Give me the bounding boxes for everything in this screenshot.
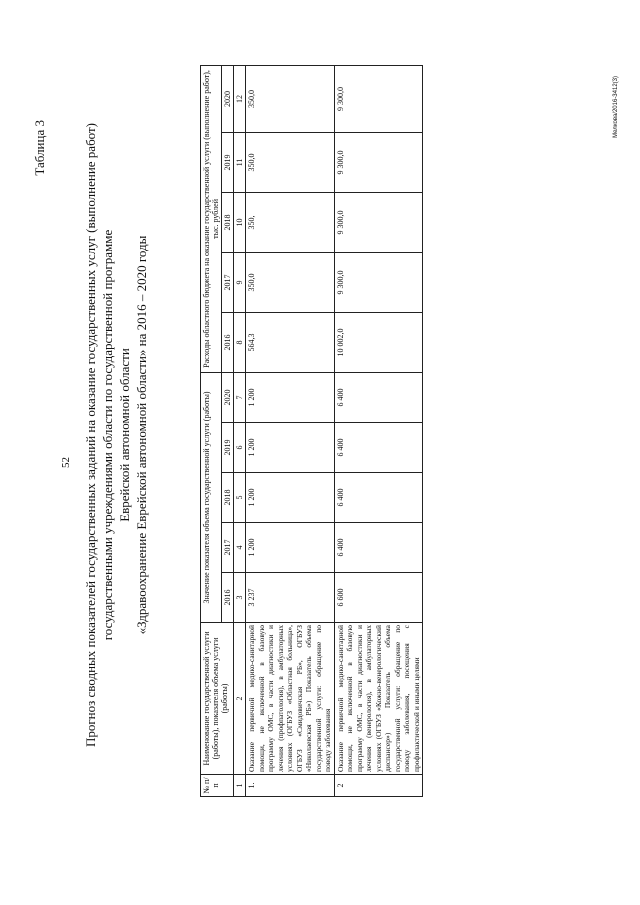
index-cell: 6 xyxy=(234,423,246,473)
year-cell: 2018 xyxy=(222,192,234,252)
year-cell: 2018 xyxy=(222,473,234,523)
page-number: 52 xyxy=(60,457,72,468)
document-title xyxy=(82,95,150,775)
table-label: Таблица 3 xyxy=(32,120,47,176)
index-cell: 11 xyxy=(234,132,246,192)
budget-value: 9 300,0 xyxy=(334,252,423,312)
index-cell: 7 xyxy=(234,372,246,422)
footer-code: Мелкова/2016-3412(3) xyxy=(613,76,619,138)
year-cell: 2017 xyxy=(222,252,234,312)
header-budget-group: Расходы областного бюджета на оказание государственной услуги (выполнение работ), тыс. рублей xyxy=(201,65,222,372)
index-row xyxy=(234,65,246,796)
forecast-table xyxy=(200,65,423,797)
index-cell: 1 xyxy=(234,775,246,797)
year-cell: 2016 xyxy=(222,573,234,623)
volume-value: 3 237 xyxy=(246,573,335,623)
table-row xyxy=(246,65,335,796)
volume-value: 1 200 xyxy=(246,423,335,473)
volume-value: 6 400 xyxy=(334,423,423,473)
budget-value: 9 300,0 xyxy=(334,65,423,132)
table-row xyxy=(334,65,423,796)
budget-value: 350, xyxy=(246,192,335,252)
year-cell: 2019 xyxy=(222,423,234,473)
year-cell: 2020 xyxy=(222,372,234,422)
index-cell: 8 xyxy=(234,312,246,372)
year-cell: 2017 xyxy=(222,523,234,573)
volume-value: 1 200 xyxy=(246,372,335,422)
budget-value: 9 300,0 xyxy=(334,132,423,192)
volume-value: 1 200 xyxy=(246,473,335,523)
index-cell: 4 xyxy=(234,523,246,573)
index-cell: 9 xyxy=(234,252,246,312)
index-cell: 2 xyxy=(234,623,246,775)
row-num: 1. xyxy=(246,775,335,797)
title-line: государственными учреждениями области по государственной программе xyxy=(100,229,115,641)
service-description: Оказание первичной медико-санитарной помощи, не включенной в базовую программу ОМС, в части диагностики и лечения (профпатология), в амбулаторных условиях (ОГБУЗ «Областная больница», ОГБУЗ «Смидовичская РБ», ОГБУЗ «Николаевская РБ») Показатель объема государственной услуги: обращение по поводу заболевания xyxy=(246,623,335,775)
index-cell: 5 xyxy=(234,473,246,523)
volume-value: 1 200 xyxy=(246,523,335,573)
budget-value: 10 002,0 xyxy=(334,312,423,372)
budget-value: 9 300,0 xyxy=(334,192,423,252)
budget-value: 350,0 xyxy=(246,132,335,192)
row-num: 2 xyxy=(334,775,423,797)
index-cell: 10 xyxy=(234,192,246,252)
title-line: «Здравоохранение Еврейской автономной области» на 2016 – 2020 годы xyxy=(134,235,149,635)
budget-value: 350,0 xyxy=(246,65,335,132)
budget-value: 564,3 xyxy=(246,312,335,372)
year-cell: 2016 xyxy=(222,312,234,372)
service-description: Оказание первичной медико-санитарной помощи, не включенной в базовую программу ОМС, в части диагностики и лечения (венерология), в амбулаторных условиях (ОГБУЗ «Кожно-венерологический диспансер») Показатель объема государственной услуги: обращение по поводу заболевания, посещения с профилактической и иными целями xyxy=(334,623,423,775)
volume-value: 6 400 xyxy=(334,473,423,523)
table-header-row xyxy=(201,65,222,796)
title-line: Еврейской автономной области xyxy=(117,348,132,522)
header-service: Наименование государственной услуги (работы), показателя объема услуги (работы) xyxy=(201,623,234,775)
year-cell: 2019 xyxy=(222,132,234,192)
volume-value: 6 600 xyxy=(334,573,423,623)
year-cell: 2020 xyxy=(222,65,234,132)
budget-value: 350,0 xyxy=(246,252,335,312)
index-cell: 12 xyxy=(234,65,246,132)
title-line: Прогноз сводных показателей государственных заданий на оказание государственных услуг (выполнение работ) xyxy=(83,122,98,748)
header-volume-group: Значение показателя объема государственной услуги (работы) xyxy=(201,372,222,622)
volume-value: 6 400 xyxy=(334,523,423,573)
header-num: № п/п xyxy=(201,775,234,797)
volume-value: 6 400 xyxy=(334,372,423,422)
index-cell: 3 xyxy=(234,573,246,623)
